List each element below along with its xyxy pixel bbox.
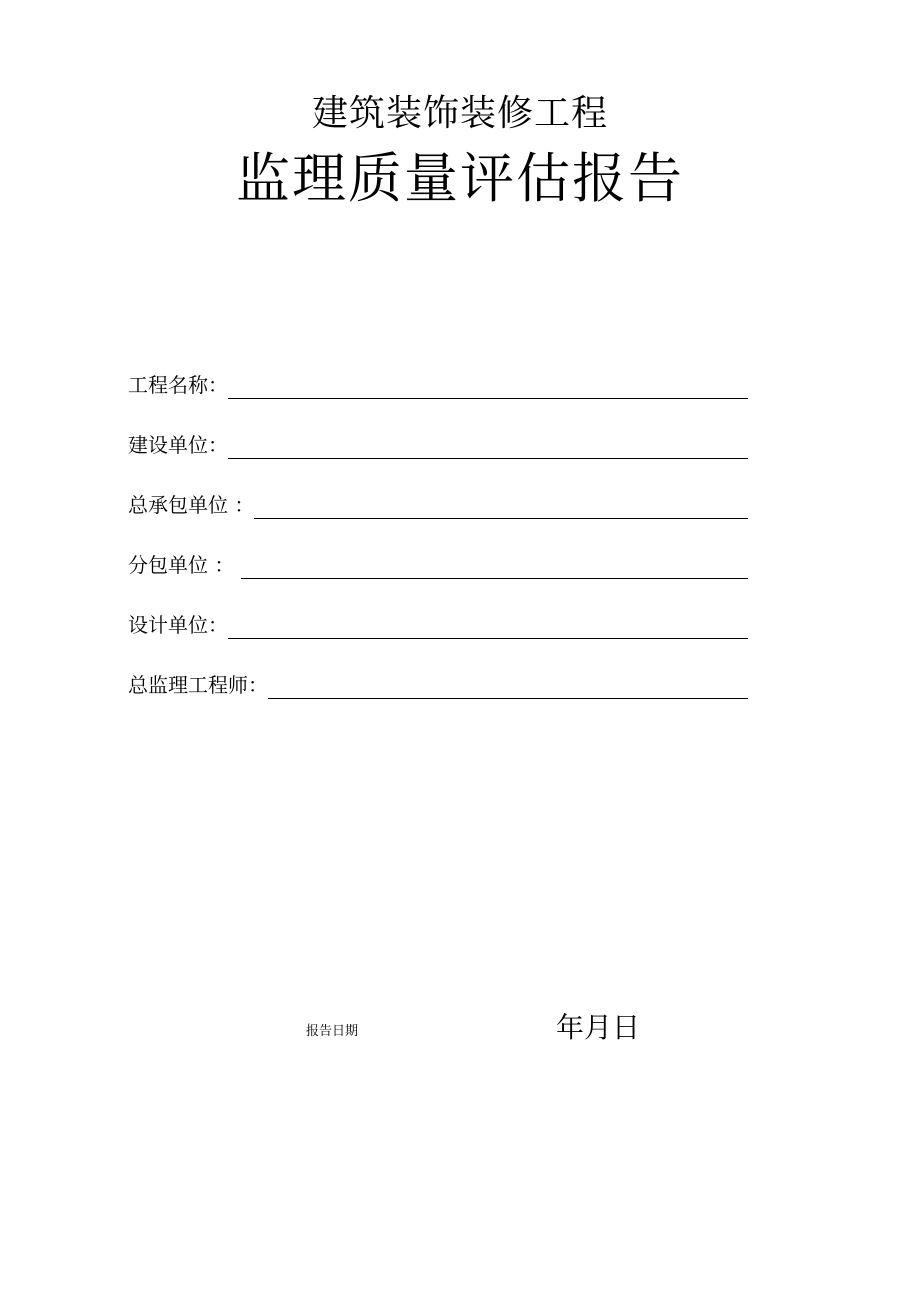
- fill-in-line: [254, 518, 748, 519]
- fill-in-line: [228, 398, 748, 399]
- field-label: 分包单位 ：: [128, 553, 241, 577]
- fill-in-line: [228, 458, 748, 459]
- fill-in-line: [268, 698, 748, 699]
- report-date-label: 报告日期: [306, 1024, 359, 1039]
- field-chief-supervisor: [128, 670, 748, 702]
- field-project-name: [128, 370, 748, 402]
- field-label: 总承包单位 ：: [128, 493, 255, 517]
- field-design-unit: [128, 610, 748, 642]
- fill-in-line: [228, 638, 748, 639]
- document-subtitle: 建筑装饰装修工程: [311, 93, 608, 134]
- field-label: 工程名称：: [128, 373, 228, 397]
- field-subcontractor: [128, 550, 748, 582]
- field-label: 总监理工程师：: [128, 673, 268, 697]
- fill-in-line: [241, 578, 748, 579]
- field-label: 建设单位：: [128, 433, 228, 457]
- field-construction-unit: [128, 430, 748, 462]
- document-title: 监理质量评估报告: [236, 147, 684, 210]
- field-label: 设计单位：: [128, 613, 228, 637]
- report-date-value: 年月日: [556, 1011, 641, 1044]
- field-general-contractor: [128, 490, 748, 522]
